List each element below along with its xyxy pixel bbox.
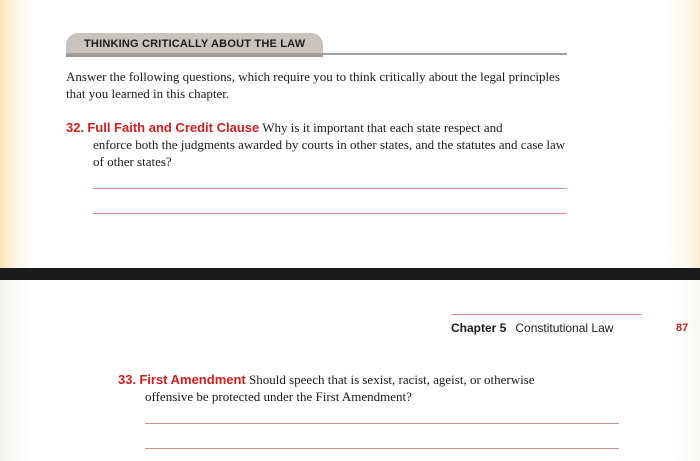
chapter-title: Constitutional Law bbox=[515, 321, 614, 335]
question-title: Full Faith and Credit Clause bbox=[87, 120, 260, 135]
answer-line-32-2[interactable] bbox=[93, 213, 567, 214]
section-heading: THINKING CRITICALLY ABOUT THE LAW bbox=[84, 38, 306, 50]
question-title: First Amendment bbox=[139, 372, 246, 387]
question-32 bbox=[66, 119, 566, 170]
question-text-rest: enforce both the judgments awarded by courts in other states, and the statutes and case law of other states? bbox=[93, 137, 566, 169]
chapter-rule bbox=[451, 314, 642, 315]
answer-line-33-1[interactable] bbox=[145, 423, 619, 424]
chapter-label: Chapter 5 bbox=[451, 321, 507, 335]
question-text-first-line: Why is it important that each state respect and bbox=[262, 120, 503, 135]
question-number: 33. bbox=[118, 372, 137, 387]
intro-paragraph: Answer the following questions, which require you to think critically about the legal principles that you learned in this chapter. bbox=[66, 69, 560, 101]
page-gap bbox=[0, 268, 700, 280]
question-33 bbox=[118, 371, 598, 405]
question-number: 32. bbox=[66, 120, 85, 135]
question-text-rest: offensive be protected under the First Amendment? bbox=[145, 389, 412, 404]
page-number: 87 bbox=[676, 322, 689, 334]
answer-line-32-1[interactable] bbox=[93, 188, 567, 189]
section-rule bbox=[66, 53, 567, 55]
answer-line-33-2[interactable] bbox=[145, 448, 619, 449]
question-text-first-line: Should speech that is sexist, racist, ageist, or otherwise bbox=[249, 372, 535, 387]
running-footer bbox=[451, 321, 613, 335]
